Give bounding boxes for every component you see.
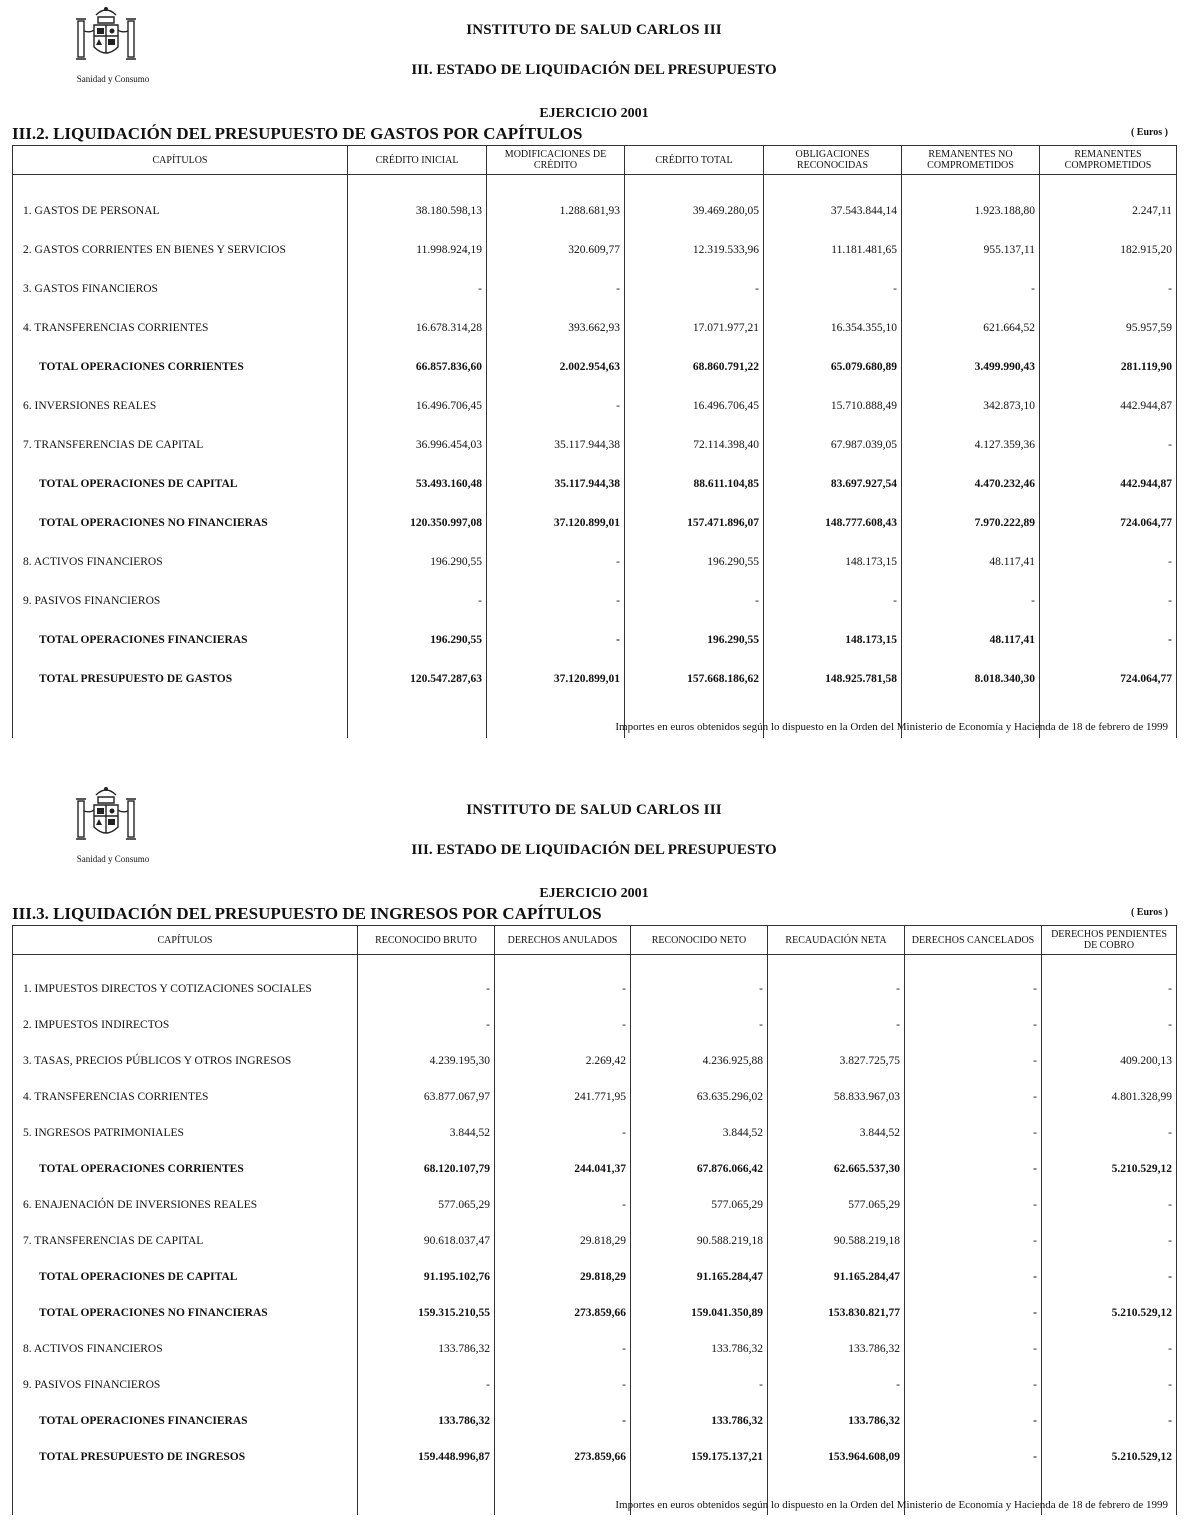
amount-cell: 577.065,29 (358, 1187, 495, 1223)
row-label: 4. TRANSFERENCIAS CORRIENTES (13, 1079, 358, 1115)
total-row (13, 1259, 1177, 1295)
amount-cell: - (348, 269, 487, 308)
row-label: 6. ENAJENACIÓN DE INVERSIONES REALES (13, 1187, 358, 1223)
amount-cell: 182.915,20 (1040, 230, 1177, 269)
row-label: 9. PASIVOS FINANCIEROS (13, 581, 348, 620)
total-row (13, 659, 1177, 698)
column-header: MODIFICACIONES DE CRÉDITO (487, 146, 625, 175)
amount-cell: 724.064,77 (1040, 659, 1177, 698)
ingresos-table (12, 925, 1177, 1515)
amount-cell: - (1042, 1331, 1177, 1367)
row-label: TOTAL OPERACIONES NO FINANCIERAS (13, 503, 348, 542)
amount-cell: - (905, 1439, 1042, 1475)
fiscal-year: EJERCICIO 2001 (539, 106, 649, 121)
spacer-cell (13, 698, 348, 738)
amount-cell: - (902, 269, 1040, 308)
amount-cell: - (905, 971, 1042, 1007)
amount-cell: 2.002.954,63 (487, 347, 625, 386)
amount-cell: 244.041,37 (495, 1151, 631, 1187)
row-label: TOTAL PRESUPUESTO DE GASTOS (13, 659, 348, 698)
table-row (13, 971, 1177, 1007)
column-header: REMANENTES NO COMPROMETIDOS (902, 146, 1040, 175)
row-label: TOTAL OPERACIONES CORRIENTES (13, 347, 348, 386)
amount-cell: - (768, 1367, 905, 1403)
amount-cell: 16.678.314,28 (348, 308, 487, 347)
amount-cell: 4.127.359,36 (902, 425, 1040, 464)
amount-cell: 35.117.944,38 (487, 464, 625, 503)
amount-cell: 95.957,59 (1040, 308, 1177, 347)
amount-cell: 16.354.355,10 (764, 308, 902, 347)
amount-cell: - (495, 1115, 631, 1151)
row-label: TOTAL OPERACIONES DE CAPITAL (13, 1259, 358, 1295)
table-header-row (13, 926, 1177, 955)
amount-cell: 91.165.284,47 (631, 1259, 768, 1295)
amount-cell: - (905, 1259, 1042, 1295)
amount-cell: 63.635.296,02 (631, 1079, 768, 1115)
spacer-cell (358, 955, 495, 972)
spacer-cell (1040, 175, 1177, 192)
total-row (13, 1403, 1177, 1439)
total-row (13, 1295, 1177, 1331)
amount-cell: - (1042, 971, 1177, 1007)
row-label: 1. GASTOS DE PERSONAL (13, 191, 348, 230)
amount-cell: 3.499.990,43 (902, 347, 1040, 386)
amount-cell: 133.786,32 (768, 1331, 905, 1367)
ingresos-table-body (13, 955, 1177, 1516)
amount-cell: 148.173,15 (764, 542, 902, 581)
section-title: III.3. LIQUIDACIÓN DEL PRESUPUESTO DE INGRESOS POR CAPÍTULOS (12, 904, 602, 923)
amount-cell: 3.844,52 (768, 1115, 905, 1151)
table-row (13, 425, 1177, 464)
amount-cell: 273.859,66 (495, 1295, 631, 1331)
spacer-cell (348, 698, 487, 738)
column-header: CRÉDITO INICIAL (348, 146, 487, 175)
amount-cell: 2.269,42 (495, 1043, 631, 1079)
amount-cell: 39.469.280,05 (625, 191, 764, 230)
amount-cell: 241.771,95 (495, 1079, 631, 1115)
table-row (13, 308, 1177, 347)
row-label: TOTAL OPERACIONES FINANCIERAS (13, 620, 348, 659)
amount-cell: - (905, 1403, 1042, 1439)
table-row (13, 1007, 1177, 1043)
amount-cell: 29.818,29 (495, 1223, 631, 1259)
column-header: CAPÍTULOS (13, 146, 348, 175)
table-row (13, 269, 1177, 308)
amount-cell: 90.588.219,18 (631, 1223, 768, 1259)
amount-cell: 17.071.977,21 (625, 308, 764, 347)
spacer-cell (13, 175, 348, 192)
amount-cell: - (1042, 1403, 1177, 1439)
amount-cell: 37.120.899,01 (487, 503, 625, 542)
row-label: 8. ACTIVOS FINANCIEROS (13, 542, 348, 581)
table-row (13, 1223, 1177, 1259)
amount-cell: 196.290,55 (348, 620, 487, 659)
fiscal-year: EJERCICIO 2001 (539, 886, 649, 901)
spacer-cell (487, 698, 625, 738)
column-header: RECONOCIDO BRUTO (358, 926, 495, 955)
amount-cell: - (1042, 1007, 1177, 1043)
row-label: TOTAL PRESUPUESTO DE INGRESOS (13, 1439, 358, 1475)
table-header-row (13, 146, 1177, 175)
amount-cell: 90.588.219,18 (768, 1223, 905, 1259)
amount-cell: 91.195.102,76 (358, 1259, 495, 1295)
amount-cell: 16.496.706,45 (625, 386, 764, 425)
amount-cell: - (1040, 425, 1177, 464)
table-row (13, 542, 1177, 581)
amount-cell: - (487, 581, 625, 620)
amount-cell: 88.611.104,85 (625, 464, 764, 503)
amount-cell: 621.664,52 (902, 308, 1040, 347)
total-row (13, 464, 1177, 503)
amount-cell: 148.777.608,43 (764, 503, 902, 542)
table-row (13, 386, 1177, 425)
amount-cell: - (1040, 269, 1177, 308)
amount-cell: - (495, 1187, 631, 1223)
amount-cell: 153.964.608,09 (768, 1439, 905, 1475)
amount-cell: 35.117.944,38 (487, 425, 625, 464)
amount-cell: 157.668.186,62 (625, 659, 764, 698)
spacer-cell (13, 955, 358, 972)
amount-cell: 16.496.706,45 (348, 386, 487, 425)
row-label: TOTAL OPERACIONES CORRIENTES (13, 1151, 358, 1187)
amount-cell: 320.609,77 (487, 230, 625, 269)
amount-cell: - (764, 269, 902, 308)
amount-cell: 133.786,32 (631, 1331, 768, 1367)
amount-cell: - (1040, 581, 1177, 620)
row-label: TOTAL OPERACIONES DE CAPITAL (13, 464, 348, 503)
spacer-cell (1042, 955, 1177, 972)
total-row (13, 347, 1177, 386)
column-header: OBLIGACIONES RECONOCIDAS (764, 146, 902, 175)
amount-cell: 3.844,52 (631, 1115, 768, 1151)
spacer-row (13, 175, 1177, 192)
amount-cell: - (631, 971, 768, 1007)
total-row (13, 620, 1177, 659)
amount-cell: 91.165.284,47 (768, 1259, 905, 1295)
footnote: Importes en euros obtenidos según lo dispuesto en la Orden del Ministerio de Economía y Hacienda de 18 de febrero de 1999 (615, 721, 1168, 733)
amount-cell: 15.710.888,49 (764, 386, 902, 425)
amount-cell: 281.119,90 (1040, 347, 1177, 386)
amount-cell: 120.547.287,63 (348, 659, 487, 698)
amount-cell: - (487, 620, 625, 659)
amount-cell: 8.018.340,30 (902, 659, 1040, 698)
amount-cell: - (905, 1187, 1042, 1223)
row-label: 4. TRANSFERENCIAS CORRIENTES (13, 308, 348, 347)
amount-cell: 577.065,29 (768, 1187, 905, 1223)
amount-cell: 1.288.681,93 (487, 191, 625, 230)
spacer-cell (495, 1475, 631, 1515)
ministry-label: Sanidad y Consumo (76, 854, 150, 864)
amount-cell: - (905, 1151, 1042, 1187)
amount-cell: 2.247,11 (1040, 191, 1177, 230)
amount-cell: - (1040, 620, 1177, 659)
ministry-label: Sanidad y Consumo (76, 74, 150, 84)
column-header: REMANENTES COMPROMETIDOS (1040, 146, 1177, 175)
amount-cell: 133.786,32 (631, 1403, 768, 1439)
spacer-cell (487, 175, 625, 192)
institute-title: INSTITUTO DE SALUD CARLOS III (466, 802, 722, 818)
amount-cell: - (1042, 1259, 1177, 1295)
total-row (13, 1151, 1177, 1187)
amount-cell: 7.970.222,89 (902, 503, 1040, 542)
amount-cell: 1.923.188,80 (902, 191, 1040, 230)
spacer-cell (905, 955, 1042, 972)
table-row (13, 230, 1177, 269)
spacer-cell (902, 175, 1040, 192)
amount-cell: - (764, 581, 902, 620)
amount-cell: 724.064,77 (1040, 503, 1177, 542)
amount-cell: - (358, 1007, 495, 1043)
amount-cell: 159.175.137,21 (631, 1439, 768, 1475)
spacer-cell (625, 175, 764, 192)
amount-cell: 66.857.836,60 (348, 347, 487, 386)
amount-cell: - (348, 581, 487, 620)
table-row (13, 581, 1177, 620)
row-label: 1. IMPUESTOS DIRECTOS Y COTIZACIONES SOCIALES (13, 971, 358, 1007)
amount-cell: 196.290,55 (348, 542, 487, 581)
amount-cell: 53.493.160,48 (348, 464, 487, 503)
spacer-cell (768, 955, 905, 972)
spacer-row (13, 955, 1177, 972)
total-row (13, 503, 1177, 542)
amount-cell: 5.210.529,12 (1042, 1151, 1177, 1187)
amount-cell: 120.350.997,08 (348, 503, 487, 542)
column-header: RECAUDACIÓN NETA (768, 926, 905, 955)
amount-cell: 442.944,87 (1040, 386, 1177, 425)
amount-cell: - (631, 1007, 768, 1043)
amount-cell: 196.290,55 (625, 620, 764, 659)
amount-cell: 65.079.680,89 (764, 347, 902, 386)
amount-cell: 68.860.791,22 (625, 347, 764, 386)
amount-cell: 409.200,13 (1042, 1043, 1177, 1079)
amount-cell: 442.944,87 (1040, 464, 1177, 503)
amount-cell: - (768, 971, 905, 1007)
total-row (13, 1439, 1177, 1475)
row-label: 5. INGRESOS PATRIMONIALES (13, 1115, 358, 1151)
amount-cell: 577.065,29 (631, 1187, 768, 1223)
amount-cell: - (495, 1403, 631, 1439)
amount-cell: 62.665.537,30 (768, 1151, 905, 1187)
amount-cell: - (358, 971, 495, 1007)
amount-cell: - (1042, 1223, 1177, 1259)
row-label: 8. ACTIVOS FINANCIEROS (13, 1331, 358, 1367)
amount-cell: - (768, 1007, 905, 1043)
column-header: DERECHOS CANCELADOS (905, 926, 1042, 955)
amount-cell: - (905, 1115, 1042, 1151)
amount-cell: - (1042, 1187, 1177, 1223)
amount-cell: 37.120.899,01 (487, 659, 625, 698)
table-row (13, 1187, 1177, 1223)
amount-cell: 5.210.529,12 (1042, 1439, 1177, 1475)
table-row (13, 1331, 1177, 1367)
amount-cell: 12.319.533,96 (625, 230, 764, 269)
amount-cell: 72.114.398,40 (625, 425, 764, 464)
amount-cell: - (631, 1367, 768, 1403)
amount-cell: - (905, 1079, 1042, 1115)
amount-cell: - (625, 581, 764, 620)
amount-cell: - (487, 542, 625, 581)
institute-title: INSTITUTO DE SALUD CARLOS III (466, 22, 722, 38)
table-row (13, 1367, 1177, 1403)
amount-cell: 37.543.844,14 (764, 191, 902, 230)
table-row (13, 191, 1177, 230)
amount-cell: 63.877.067,97 (358, 1079, 495, 1115)
amount-cell: - (487, 386, 625, 425)
amount-cell: 4.801.328,99 (1042, 1079, 1177, 1115)
units-label: ( Euros ) (1130, 127, 1168, 138)
amount-cell: - (905, 1043, 1042, 1079)
amount-cell: 4.470.232,46 (902, 464, 1040, 503)
spacer-cell (13, 1475, 358, 1515)
spacer-cell (631, 955, 768, 972)
spacer-cell (348, 175, 487, 192)
amount-cell: 68.120.107,79 (358, 1151, 495, 1187)
statement-title: III. ESTADO DE LIQUIDACIÓN DEL PRESUPUESTO (411, 842, 777, 858)
amount-cell: - (487, 269, 625, 308)
amount-cell: 148.925.781,58 (764, 659, 902, 698)
amount-cell: 29.818,29 (495, 1259, 631, 1295)
amount-cell: - (905, 1223, 1042, 1259)
statement-title: III. ESTADO DE LIQUIDACIÓN DEL PRESUPUESTO (411, 62, 777, 78)
amount-cell: 67.987.039,05 (764, 425, 902, 464)
amount-cell: - (905, 1331, 1042, 1367)
row-label: TOTAL OPERACIONES NO FINANCIERAS (13, 1295, 358, 1331)
section-title: III.2. LIQUIDACIÓN DEL PRESUPUESTO DE GASTOS POR CAPÍTULOS (12, 124, 583, 143)
amount-cell: - (495, 1331, 631, 1367)
column-header: RECONOCIDO NETO (631, 926, 768, 955)
amount-cell: 48.117,41 (902, 542, 1040, 581)
amount-cell: 153.830.821,77 (768, 1295, 905, 1331)
spacer-cell (358, 1475, 495, 1515)
amount-cell: - (905, 1295, 1042, 1331)
amount-cell: 4.239.195,30 (358, 1043, 495, 1079)
amount-cell: - (905, 1367, 1042, 1403)
amount-cell: 342.873,10 (902, 386, 1040, 425)
amount-cell: 48.117,41 (902, 620, 1040, 659)
row-label: 3. TASAS, PRECIOS PÚBLICOS Y OTROS INGRESOS (13, 1043, 358, 1079)
row-label: 2. IMPUESTOS INDIRECTOS (13, 1007, 358, 1043)
amount-cell: 133.786,32 (768, 1403, 905, 1439)
amount-cell: 36.996.454,03 (348, 425, 487, 464)
column-header: CRÉDITO TOTAL (625, 146, 764, 175)
amount-cell: 157.471.896,07 (625, 503, 764, 542)
gastos-table-body (13, 175, 1177, 739)
amount-cell: 159.041.350,89 (631, 1295, 768, 1331)
amount-cell: - (495, 1367, 631, 1403)
amount-cell: 38.180.598,13 (348, 191, 487, 230)
column-header: DERECHOS PENDIENTES DE COBRO (1042, 926, 1177, 955)
amount-cell: - (358, 1367, 495, 1403)
footnote: Importes en euros obtenidos según lo dispuesto en la Orden del Ministerio de Economía y Hacienda de 18 de febrero de 1999 (615, 1499, 1168, 1511)
amount-cell: 159.315.210,55 (358, 1295, 495, 1331)
amount-cell: 273.859,66 (495, 1439, 631, 1475)
amount-cell: - (495, 971, 631, 1007)
units-label: ( Euros ) (1130, 907, 1168, 918)
amount-cell: 148.173,15 (764, 620, 902, 659)
column-header: DERECHOS ANULADOS (495, 926, 631, 955)
amount-cell: 196.290,55 (625, 542, 764, 581)
row-label: 7. TRANSFERENCIAS DE CAPITAL (13, 1223, 358, 1259)
table-row (13, 1079, 1177, 1115)
amount-cell: - (1042, 1367, 1177, 1403)
row-label: 2. GASTOS CORRIENTES EN BIENES Y SERVICIOS (13, 230, 348, 269)
row-label: 3. GASTOS FINANCIEROS (13, 269, 348, 308)
amount-cell: 11.181.481,65 (764, 230, 902, 269)
amount-cell: - (1040, 542, 1177, 581)
amount-cell: 11.998.924,19 (348, 230, 487, 269)
row-label: 6. INVERSIONES REALES (13, 386, 348, 425)
row-label: 7. TRANSFERENCIAS DE CAPITAL (13, 425, 348, 464)
amount-cell: 90.618.037,47 (358, 1223, 495, 1259)
amount-cell: 3.844,52 (358, 1115, 495, 1151)
column-header: CAPÍTULOS (13, 926, 358, 955)
table-row (13, 1115, 1177, 1151)
amount-cell: - (495, 1007, 631, 1043)
row-label: TOTAL OPERACIONES FINANCIERAS (13, 1403, 358, 1439)
amount-cell: 159.448.996,87 (358, 1439, 495, 1475)
amount-cell: 133.786,32 (358, 1403, 495, 1439)
amount-cell: 58.833.967,03 (768, 1079, 905, 1115)
amount-cell: 4.236.925,88 (631, 1043, 768, 1079)
gastos-table (12, 145, 1177, 738)
spacer-cell (764, 175, 902, 192)
amount-cell: - (905, 1007, 1042, 1043)
amount-cell: - (625, 269, 764, 308)
amount-cell: 67.876.066,42 (631, 1151, 768, 1187)
row-label: 9. PASIVOS FINANCIEROS (13, 1367, 358, 1403)
amount-cell: 133.786,32 (358, 1331, 495, 1367)
amount-cell: 393.662,93 (487, 308, 625, 347)
amount-cell: 5.210.529,12 (1042, 1295, 1177, 1331)
amount-cell: - (1042, 1115, 1177, 1151)
table-row (13, 1043, 1177, 1079)
amount-cell: - (902, 581, 1040, 620)
spacer-cell (495, 955, 631, 972)
amount-cell: 83.697.927,54 (764, 464, 902, 503)
amount-cell: 955.137,11 (902, 230, 1040, 269)
amount-cell: 3.827.725,75 (768, 1043, 905, 1079)
